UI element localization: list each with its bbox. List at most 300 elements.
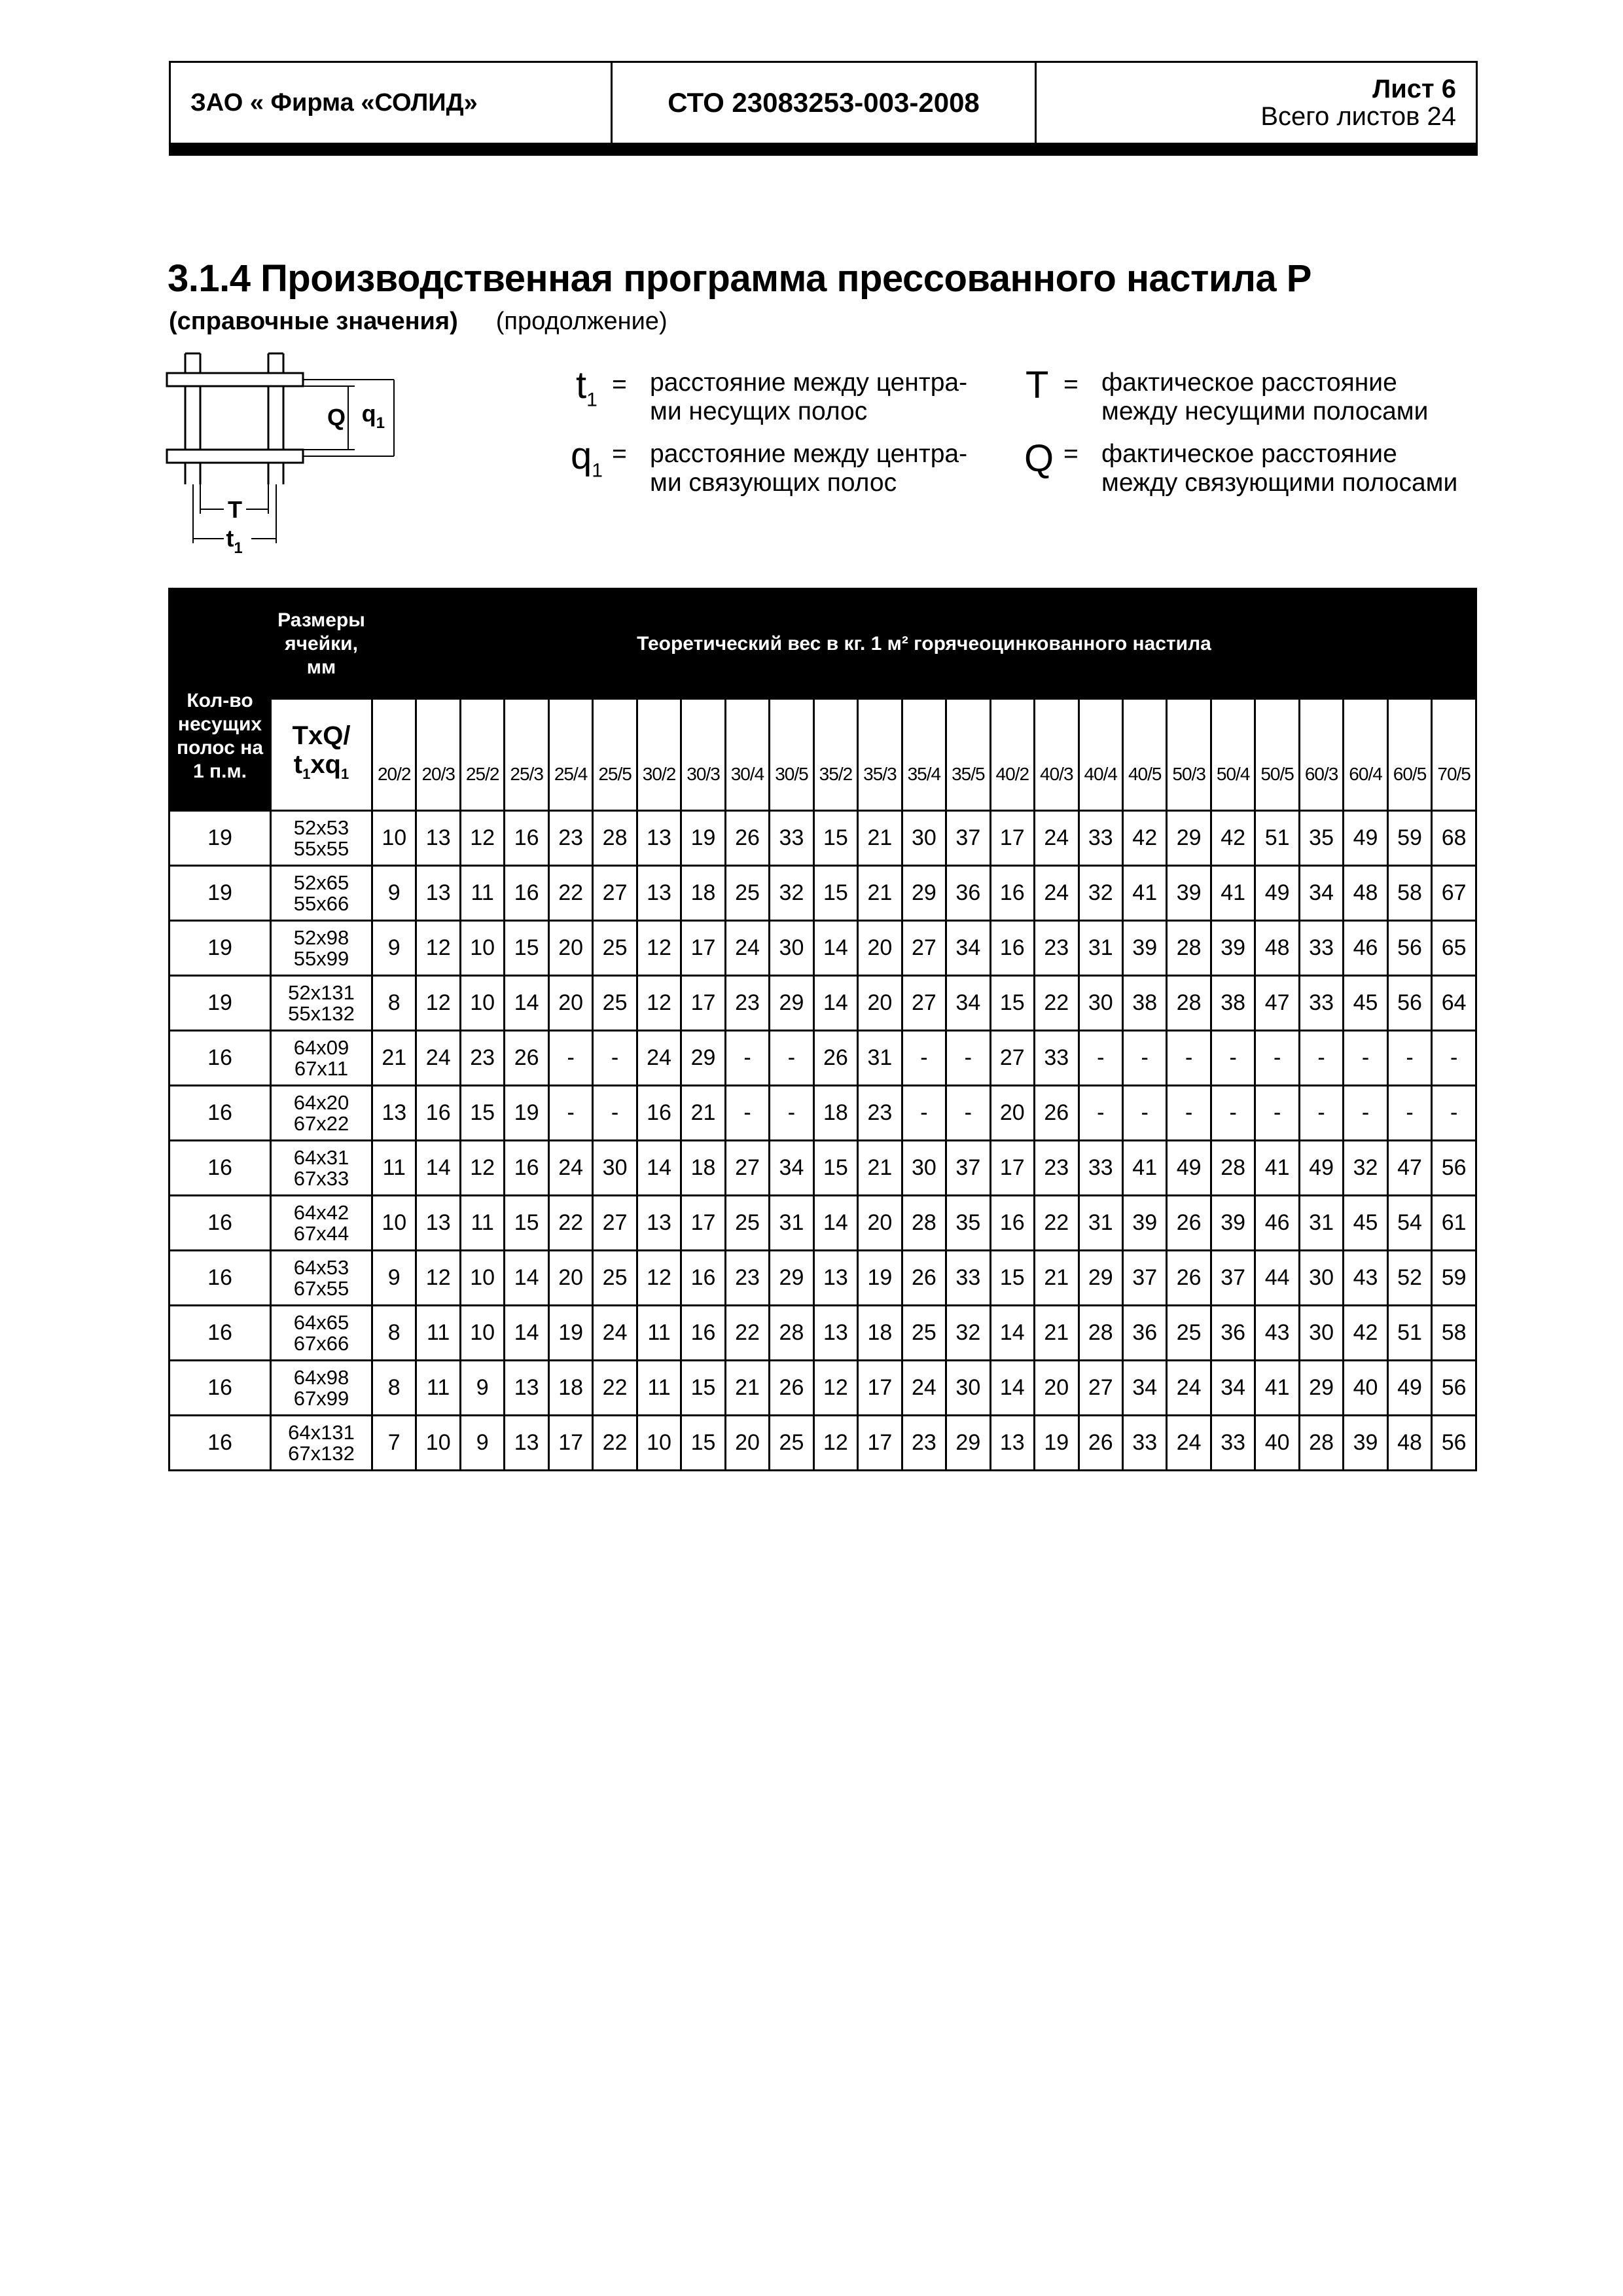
cell-weight: 20: [548, 921, 592, 976]
cell-weight: 33: [1035, 1031, 1079, 1086]
cell-weight: 20: [990, 1086, 1034, 1141]
cell-weight: 13: [416, 1196, 460, 1251]
column-header: 30/4: [725, 699, 769, 811]
cell-weight: 10: [372, 811, 416, 866]
cell-size-t1q1: 55x66: [293, 891, 349, 915]
cell-weight: 33: [1211, 1416, 1255, 1471]
cell-weight: 32: [770, 866, 813, 921]
cell-weight: 37: [1211, 1251, 1255, 1306]
column-header: 60/3: [1299, 699, 1343, 811]
cell-weight: -: [1211, 1031, 1255, 1086]
sheet-info: [1037, 63, 1476, 143]
cell-size: [271, 1251, 372, 1306]
cell-weight: 24: [725, 921, 769, 976]
cell-weight: 17: [858, 1416, 902, 1471]
cell-weight: 29: [946, 1416, 990, 1471]
cell-weight: 30: [902, 1141, 946, 1196]
cell-weight: 41: [1211, 866, 1255, 921]
cell-weight: 51: [1387, 1306, 1431, 1361]
cell-weight: 9: [460, 1416, 504, 1471]
cell-weight: 24: [902, 1361, 946, 1416]
legend-desc-line: расстояние между центра-: [650, 440, 968, 468]
standard-number: СТО 23083253-003-2008: [613, 63, 1037, 143]
cell-count: 16: [169, 1361, 271, 1416]
legend-eq: =: [612, 440, 627, 468]
cell-weight: 28: [1167, 976, 1211, 1031]
cell-weight: 22: [593, 1416, 637, 1471]
cell-weight: 26: [1167, 1196, 1211, 1251]
cell-weight: 56: [1387, 921, 1431, 976]
cell-weight: 46: [1255, 1196, 1299, 1251]
cell-weight: 22: [1035, 1196, 1079, 1251]
legend-desc-T: [1101, 368, 1428, 426]
column-header: 35/2: [813, 699, 857, 811]
cell-weight: -: [1079, 1086, 1122, 1141]
cell-weight: 13: [505, 1416, 548, 1471]
cell-weight: 21: [1035, 1306, 1079, 1361]
cell-weight: -: [770, 1031, 813, 1086]
txq-sub1: 1: [302, 765, 311, 782]
cell-weight: 26: [1035, 1086, 1079, 1141]
cell-weight: 29: [1299, 1361, 1343, 1416]
head-count: Кол-во несущих полос на 1 п.м.: [169, 589, 271, 811]
cell-weight: 30: [902, 811, 946, 866]
cell-weight: -: [1122, 1031, 1166, 1086]
cell-weight: 23: [858, 1086, 902, 1141]
cell-weight: 39: [1122, 921, 1166, 976]
cell-weight: 16: [416, 1086, 460, 1141]
subtitle-note: (справочные значения): [169, 308, 458, 335]
cell-weight: 17: [858, 1361, 902, 1416]
cell-weight: -: [902, 1031, 946, 1086]
txq-t: t: [293, 749, 303, 779]
cell-weight: 25: [593, 1251, 637, 1306]
document-header: [169, 61, 1478, 143]
cell-weight: 24: [1035, 866, 1079, 921]
diagram-label-Q: Q: [327, 404, 346, 431]
cell-weight: 29: [902, 866, 946, 921]
cell-weight: 15: [681, 1416, 725, 1471]
cell-weight: 36: [1211, 1306, 1255, 1361]
cell-weight: 35: [1299, 811, 1343, 866]
column-header: 25/5: [593, 699, 637, 811]
cell-weight: 23: [902, 1416, 946, 1471]
legend-symbol-T: T: [1026, 364, 1049, 406]
cell-weight: 16: [681, 1251, 725, 1306]
table-row: [169, 811, 1476, 866]
cell-weight: 49: [1387, 1361, 1431, 1416]
cell-weight: 15: [505, 1196, 548, 1251]
cell-weight: 15: [681, 1361, 725, 1416]
cell-weight: 16: [505, 1141, 548, 1196]
cell-weight: 39: [1344, 1416, 1387, 1471]
cell-weight: 14: [637, 1141, 681, 1196]
cell-weight: 30: [1299, 1251, 1343, 1306]
cell-weight: 24: [1167, 1361, 1211, 1416]
cell-weight: -: [946, 1086, 990, 1141]
cell-weight: 13: [637, 1196, 681, 1251]
cell-weight: 14: [813, 1196, 857, 1251]
cell-weight: 25: [770, 1416, 813, 1471]
cell-weight: 21: [372, 1031, 416, 1086]
cell-size-t1q1: 67x11: [294, 1056, 349, 1080]
table-row: [169, 976, 1476, 1031]
legend-symbol-q: q: [571, 435, 592, 477]
cell-weight: 19: [858, 1251, 902, 1306]
cell-weight: 31: [770, 1196, 813, 1251]
column-header: 40/2: [990, 699, 1034, 811]
legend-eq: =: [1063, 370, 1079, 399]
header-rule: [169, 143, 1478, 156]
cell-weight: -: [770, 1086, 813, 1141]
page-title: 3.1.4 Производственная программа прессованного настила Р: [168, 257, 1311, 300]
cell-weight: 29: [770, 1251, 813, 1306]
column-header: 30/3: [681, 699, 725, 811]
cell-weight: 64: [1432, 976, 1476, 1031]
cell-weight: 21: [681, 1086, 725, 1141]
cell-size-txq: 52x131: [288, 980, 355, 1004]
cell-weight: 17: [548, 1416, 592, 1471]
cell-weight: -: [1211, 1086, 1255, 1141]
cell-weight: 20: [858, 1196, 902, 1251]
cell-weight: 41: [1122, 1141, 1166, 1196]
legend-symbol-Q: Q: [1024, 437, 1054, 480]
cell-weight: -: [946, 1031, 990, 1086]
cell-weight: 36: [1122, 1306, 1166, 1361]
cell-weight: 12: [637, 1251, 681, 1306]
company-name: ЗАО « Фирма «СОЛИД»: [171, 63, 613, 143]
cell-weight: 14: [505, 976, 548, 1031]
txq-sub2: 1: [341, 765, 349, 782]
weight-table: [168, 588, 1477, 1471]
cell-size-txq: 64x53: [293, 1255, 349, 1279]
cell-weight: 15: [990, 1251, 1034, 1306]
cell-weight: 28: [1079, 1306, 1122, 1361]
cell-weight: 11: [460, 866, 504, 921]
cell-weight: -: [1299, 1086, 1343, 1141]
cell-size: [271, 1416, 372, 1471]
legend-desc-line: фактическое расстояние: [1101, 368, 1397, 397]
cell-weight: 33: [770, 811, 813, 866]
cell-weight: 12: [813, 1361, 857, 1416]
cell-weight: 27: [593, 866, 637, 921]
legend-symbol-t: t: [576, 364, 587, 406]
cell-weight: 34: [946, 921, 990, 976]
cell-weight: 29: [770, 976, 813, 1031]
column-header: 35/4: [902, 699, 946, 811]
cell-weight: 33: [946, 1251, 990, 1306]
cell-weight: 59: [1387, 811, 1431, 866]
cell-weight: 38: [1211, 976, 1255, 1031]
cell-weight: 61: [1432, 1196, 1476, 1251]
cell-weight: -: [725, 1031, 769, 1086]
cell-weight: 30: [770, 921, 813, 976]
cell-weight: -: [548, 1031, 592, 1086]
cell-weight: 37: [1122, 1251, 1166, 1306]
cell-count: 16: [169, 1196, 271, 1251]
cell-weight: 45: [1344, 1196, 1387, 1251]
cell-weight: 18: [548, 1361, 592, 1416]
cell-weight: 12: [460, 1141, 504, 1196]
cell-weight: -: [1255, 1086, 1299, 1141]
cell-weight: 48: [1387, 1416, 1431, 1471]
cell-weight: 39: [1167, 866, 1211, 921]
cell-weight: -: [1299, 1031, 1343, 1086]
legend-desc-line: ми связующих полос: [650, 469, 897, 497]
cell-weight: 41: [1122, 866, 1166, 921]
column-header: 50/5: [1255, 699, 1299, 811]
cell-weight: 20: [548, 1251, 592, 1306]
cell-weight: 21: [858, 1141, 902, 1196]
cell-weight: 19: [681, 811, 725, 866]
cell-weight: 35: [946, 1196, 990, 1251]
cell-weight: 59: [1432, 1251, 1476, 1306]
legend-eq: =: [1063, 440, 1079, 468]
table-row: [169, 1031, 1476, 1086]
cell-weight: 20: [725, 1416, 769, 1471]
cell-weight: 14: [505, 1251, 548, 1306]
table-row: [169, 921, 1476, 976]
cell-weight: 11: [372, 1141, 416, 1196]
svg-text:q1: [362, 400, 385, 432]
cell-weight: -: [1344, 1031, 1387, 1086]
cell-size: [271, 1086, 372, 1141]
cell-weight: 28: [1167, 921, 1211, 976]
cell-weight: 11: [460, 1196, 504, 1251]
cell-weight: 19: [548, 1306, 592, 1361]
cell-weight: 10: [460, 1251, 504, 1306]
cell-size: [271, 921, 372, 976]
cell-weight: 14: [990, 1361, 1034, 1416]
cell-weight: 32: [1344, 1141, 1387, 1196]
cell-weight: 29: [681, 1031, 725, 1086]
cell-size-t1q1: 67x66: [293, 1331, 349, 1355]
cell-weight: 14: [416, 1141, 460, 1196]
cell-weight: 12: [416, 976, 460, 1031]
cell-weight: 24: [1167, 1416, 1211, 1471]
column-header: 25/3: [505, 699, 548, 811]
cell-weight: 27: [902, 921, 946, 976]
cell-weight: 8: [372, 1361, 416, 1416]
cell-weight: 15: [813, 1141, 857, 1196]
txq-top: TxQ/: [292, 721, 351, 750]
cell-weight: 25: [725, 1196, 769, 1251]
cell-weight: 34: [770, 1141, 813, 1196]
sheet-number: Лист 6: [1372, 75, 1456, 103]
cell-weight: 43: [1344, 1251, 1387, 1306]
cell-weight: 23: [725, 1251, 769, 1306]
cell-weight: 33: [1122, 1416, 1166, 1471]
cell-weight: 23: [1035, 1141, 1079, 1196]
cell-weight: 31: [1079, 921, 1122, 976]
cell-weight: 44: [1255, 1251, 1299, 1306]
cell-weight: 20: [1035, 1361, 1079, 1416]
cell-weight: 28: [770, 1306, 813, 1361]
cell-weight: 27: [725, 1141, 769, 1196]
cell-size-txq: 52x98: [293, 925, 349, 949]
column-header: 70/5: [1432, 699, 1476, 811]
cell-size-txq: 64x20: [293, 1090, 349, 1114]
cell-weight: 7: [372, 1416, 416, 1471]
cell-count: 19: [169, 976, 271, 1031]
cell-weight: 45: [1344, 976, 1387, 1031]
cell-weight: 14: [990, 1306, 1034, 1361]
cell-weight: 24: [1035, 811, 1079, 866]
cell-weight: 16: [990, 921, 1034, 976]
cell-weight: 9: [372, 921, 416, 976]
diagram-label-q-sub: 1: [376, 414, 385, 432]
cell-weight: 33: [1079, 811, 1122, 866]
cell-weight: 26: [725, 811, 769, 866]
cell-weight: 15: [460, 1086, 504, 1141]
legend-desc-line: расстояние между центра-: [650, 368, 968, 397]
cell-weight: 28: [593, 811, 637, 866]
cell-weight: 39: [1211, 921, 1255, 976]
column-header: 25/4: [548, 699, 592, 811]
cell-weight: 42: [1344, 1306, 1387, 1361]
total-sheets: Всего листов 24: [1260, 102, 1456, 131]
cell-weight: 13: [372, 1086, 416, 1141]
cell-weight: 16: [637, 1086, 681, 1141]
cell-weight: 34: [1211, 1361, 1255, 1416]
svg-text:t1: [226, 525, 242, 557]
cell-count: 16: [169, 1251, 271, 1306]
cell-size-t1q1: 67x132: [288, 1441, 355, 1465]
cell-weight: 24: [416, 1031, 460, 1086]
column-header: 60/4: [1344, 699, 1387, 811]
cell-size-txq: 52x65: [293, 870, 349, 894]
cell-weight: 16: [681, 1306, 725, 1361]
cell-size: [271, 1031, 372, 1086]
legend-eq: =: [612, 370, 627, 399]
cell-weight: 32: [1079, 866, 1122, 921]
legend-desc-t1: [650, 368, 967, 426]
cell-weight: 14: [505, 1306, 548, 1361]
cell-weight: 17: [681, 1196, 725, 1251]
cell-weight: -: [1122, 1086, 1166, 1141]
cell-weight: 12: [637, 976, 681, 1031]
table-row: [169, 1196, 1476, 1251]
legend-symbol-q1: [571, 437, 603, 490]
legend-desc-line: фактическое расстояние: [1101, 440, 1397, 468]
cell-weight: 28: [1299, 1416, 1343, 1471]
cell-size: [271, 1306, 372, 1361]
cell-size-txq: 52x53: [293, 816, 349, 839]
table-row: [169, 1416, 1476, 1471]
cell-weight: 48: [1344, 866, 1387, 921]
cell-size-t1q1: 67x33: [293, 1166, 349, 1190]
txq-x: xq: [310, 749, 341, 779]
cell-count: 16: [169, 1416, 271, 1471]
cell-weight: 56: [1432, 1361, 1476, 1416]
cell-weight: 23: [548, 811, 592, 866]
legend-desc-line: между связующими полосами: [1101, 469, 1458, 497]
column-header: 25/2: [460, 699, 504, 811]
cell-weight: 21: [1035, 1251, 1079, 1306]
cell-weight: -: [1079, 1031, 1122, 1086]
cell-weight: 27: [902, 976, 946, 1031]
cell-weight: 15: [813, 866, 857, 921]
cell-weight: 42: [1122, 811, 1166, 866]
cell-weight: 28: [902, 1196, 946, 1251]
cell-weight: 39: [1211, 1196, 1255, 1251]
cell-weight: 27: [1079, 1361, 1122, 1416]
cell-weight: 20: [548, 976, 592, 1031]
table-row: [169, 1251, 1476, 1306]
cell-weight: 36: [946, 866, 990, 921]
cell-weight: 25: [902, 1306, 946, 1361]
cell-weight: 10: [416, 1416, 460, 1471]
cell-weight: 8: [372, 976, 416, 1031]
cell-weight: 49: [1255, 866, 1299, 921]
cell-weight: 27: [593, 1196, 637, 1251]
cell-weight: 18: [681, 866, 725, 921]
cell-size: [271, 866, 372, 921]
cell-weight: 46: [1344, 921, 1387, 976]
cell-weight: 22: [1035, 976, 1079, 1031]
column-header: 60/5: [1387, 699, 1431, 811]
cell-weight: 37: [946, 1141, 990, 1196]
cell-weight: 10: [637, 1416, 681, 1471]
legend-symbol-q-sub: 1: [592, 459, 603, 482]
column-header: 35/5: [946, 699, 990, 811]
cell-weight: 39: [1122, 1196, 1166, 1251]
cell-weight: 12: [416, 1251, 460, 1306]
cell-weight: 26: [902, 1251, 946, 1306]
cell-weight: 26: [770, 1361, 813, 1416]
cell-size: [271, 1361, 372, 1416]
cell-weight: 15: [505, 921, 548, 976]
cell-weight: 34: [1122, 1361, 1166, 1416]
cell-weight: 27: [990, 1031, 1034, 1086]
cell-weight: 13: [637, 866, 681, 921]
cell-weight: 14: [813, 976, 857, 1031]
cell-weight: 31: [1299, 1196, 1343, 1251]
cell-weight: -: [1432, 1086, 1476, 1141]
cell-weight: 10: [372, 1196, 416, 1251]
cell-weight: -: [1432, 1031, 1476, 1086]
column-header: 50/3: [1167, 699, 1211, 811]
cell-count: 16: [169, 1141, 271, 1196]
diagram-label-T: T: [228, 496, 242, 523]
cell-size: [271, 1196, 372, 1251]
diagram-label-q: q: [361, 400, 376, 427]
column-header: 30/2: [637, 699, 681, 811]
table-row: [169, 1141, 1476, 1196]
cell-weight: 33: [1299, 921, 1343, 976]
cell-weight: 47: [1255, 976, 1299, 1031]
cell-weight: -: [593, 1031, 637, 1086]
cell-weight: 38: [1122, 976, 1166, 1031]
cell-weight: 31: [1079, 1196, 1122, 1251]
table-row: [169, 1361, 1476, 1416]
column-header: 20/2: [372, 699, 416, 811]
cell-weight: 17: [990, 1141, 1034, 1196]
cell-weight: 13: [813, 1251, 857, 1306]
head-weight: Теоретический вес в кг. 1 м² горячеоцинкованного настила: [372, 589, 1476, 699]
cell-weight: 42: [1211, 811, 1255, 866]
cell-weight: 13: [990, 1416, 1034, 1471]
table-row: [169, 1306, 1476, 1361]
cell-weight: 24: [548, 1141, 592, 1196]
cell-weight: 16: [505, 811, 548, 866]
cell-weight: 22: [593, 1361, 637, 1416]
cell-weight: 20: [858, 976, 902, 1031]
cell-weight: 40: [1255, 1416, 1299, 1471]
cell-weight: 13: [637, 811, 681, 866]
cell-weight: 37: [946, 811, 990, 866]
cell-weight: -: [1387, 1086, 1431, 1141]
